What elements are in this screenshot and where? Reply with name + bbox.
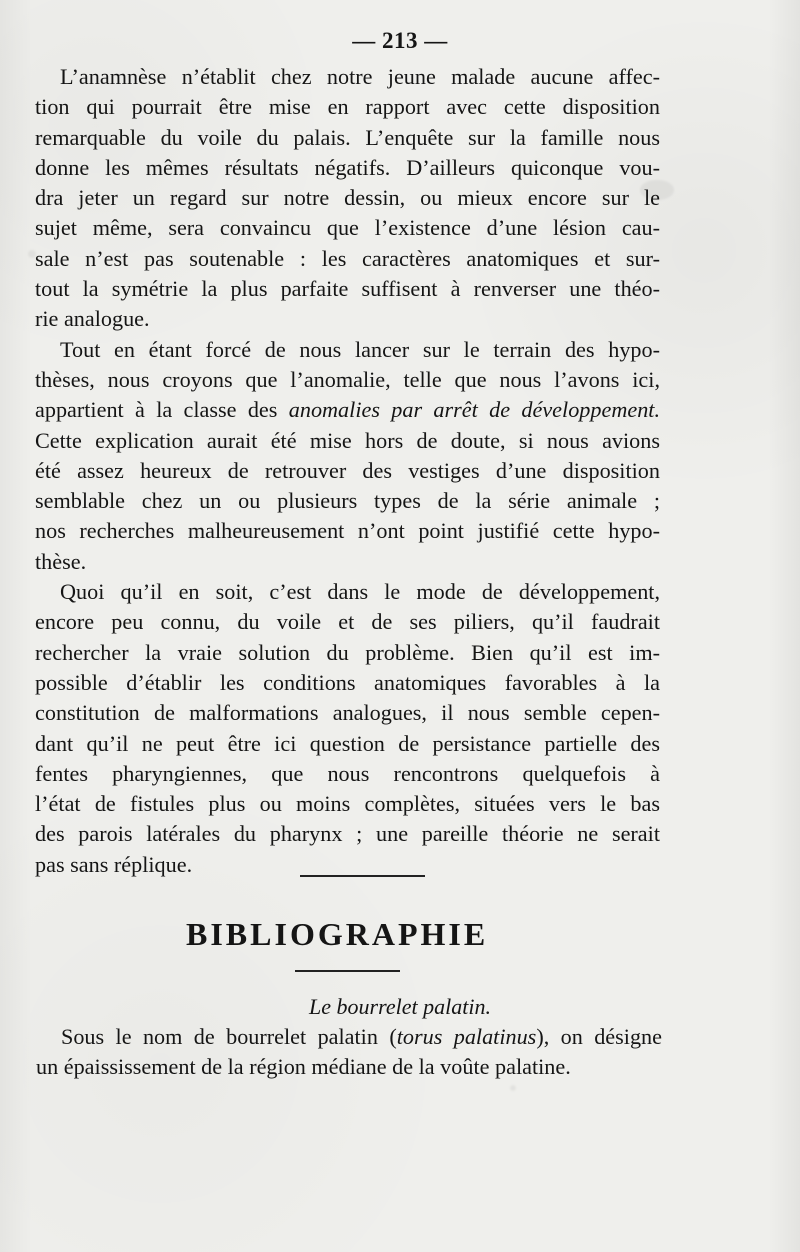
- text-line: sale n’est pas soutenable : les caractères anatomiques et sur-: [35, 245, 660, 271]
- text-line: été assez heureux de retrouver des vestiges d’une disposition: [35, 457, 660, 483]
- text-line: possible d’établir les conditions anatomiques favorables à la: [35, 669, 660, 695]
- section-heading: BIBLIOGRAPHIE: [186, 916, 489, 952]
- text-line: un épaississement de la région médiane de la voûte palatine.: [36, 1054, 571, 1080]
- text-line: Quoi qu’il en soit, c’est dans le mode de développement,: [60, 579, 660, 605]
- text-line: thèses, nous croyons que l’anomalie, telle que nous l’avons ici,: [35, 366, 660, 392]
- text-line: l’état de fistules plus ou moins complètes, situées vers le bas: [35, 791, 660, 817]
- text-line: tout la symétrie la plus parfaite suffisent à renverser une théo-: [35, 276, 660, 302]
- closing-text: [36, 1022, 662, 1083]
- italic-text: torus palatinus: [396, 1024, 537, 1049]
- text-line: pas sans réplique.: [35, 851, 193, 877]
- text-line: rechercher la vraie solution du problème. Bien qu’il est im-: [35, 639, 660, 665]
- text-line: constitution de malformations analogues, il nous semble cepen-: [35, 700, 660, 726]
- subheading: Le bourrelet palatin.: [309, 994, 491, 1019]
- text-line: thèse.: [35, 548, 87, 574]
- text-line: [35, 395, 660, 425]
- text-line: encore peu connu, du voile et de ses piliers, qu’il faudrait: [35, 609, 660, 635]
- text-span: ), on désigne: [536, 1024, 662, 1049]
- text-line: semblable chez un ou plusieurs types de la série animale ;: [35, 488, 660, 514]
- text-line: rie analogue.: [35, 306, 150, 332]
- text-line: nos recherches malheureusement n’ont point justifié cette hypo-: [35, 518, 660, 544]
- text-line: L’anamnèse n’établit chez notre jeune malade aucune affec-: [60, 64, 660, 89]
- text-span: appartient à la classe des: [35, 397, 289, 423]
- text-span: Sous le nom de bourrelet palatin (: [61, 1024, 397, 1049]
- text-line: Cette explication aurait été mise hors de doute, si nous avions: [35, 427, 660, 453]
- divider-line: [295, 970, 400, 972]
- text-line: donne les mêmes résultats négatifs. D’ailleurs quiconque vou-: [35, 154, 660, 180]
- page-number: — 213 —: [352, 28, 448, 53]
- text-line: dra jeter un regard sur notre dessin, ou mieux encore sur le: [35, 185, 660, 211]
- text-line: tion qui pourrait être mise en rapport avec cette disposition: [35, 94, 660, 120]
- text-line: des parois latérales du pharynx ; une pareille théorie ne serait: [35, 821, 660, 847]
- text-line: Tout en étant forcé de nous lancer sur le terrain des hypo-: [60, 336, 660, 362]
- paper-stain: [510, 1085, 516, 1091]
- text-line: dant qu’il ne peut être ici question de persistance partielle des: [35, 730, 660, 756]
- text-line: fentes pharyngiennes, que nous rencontrons quelquefois à: [35, 760, 660, 786]
- main-text: [35, 62, 660, 880]
- italic-text: anomalies par arrêt de développement.: [288, 397, 660, 423]
- text-line: sujet même, sera convaincu que l’existence d’une lésion cau-: [35, 215, 660, 241]
- text-line: remarquable du voile du palais. L’enquête sur la famille nous: [35, 124, 660, 150]
- divider-line: [300, 875, 425, 877]
- text-line: [36, 1022, 662, 1052]
